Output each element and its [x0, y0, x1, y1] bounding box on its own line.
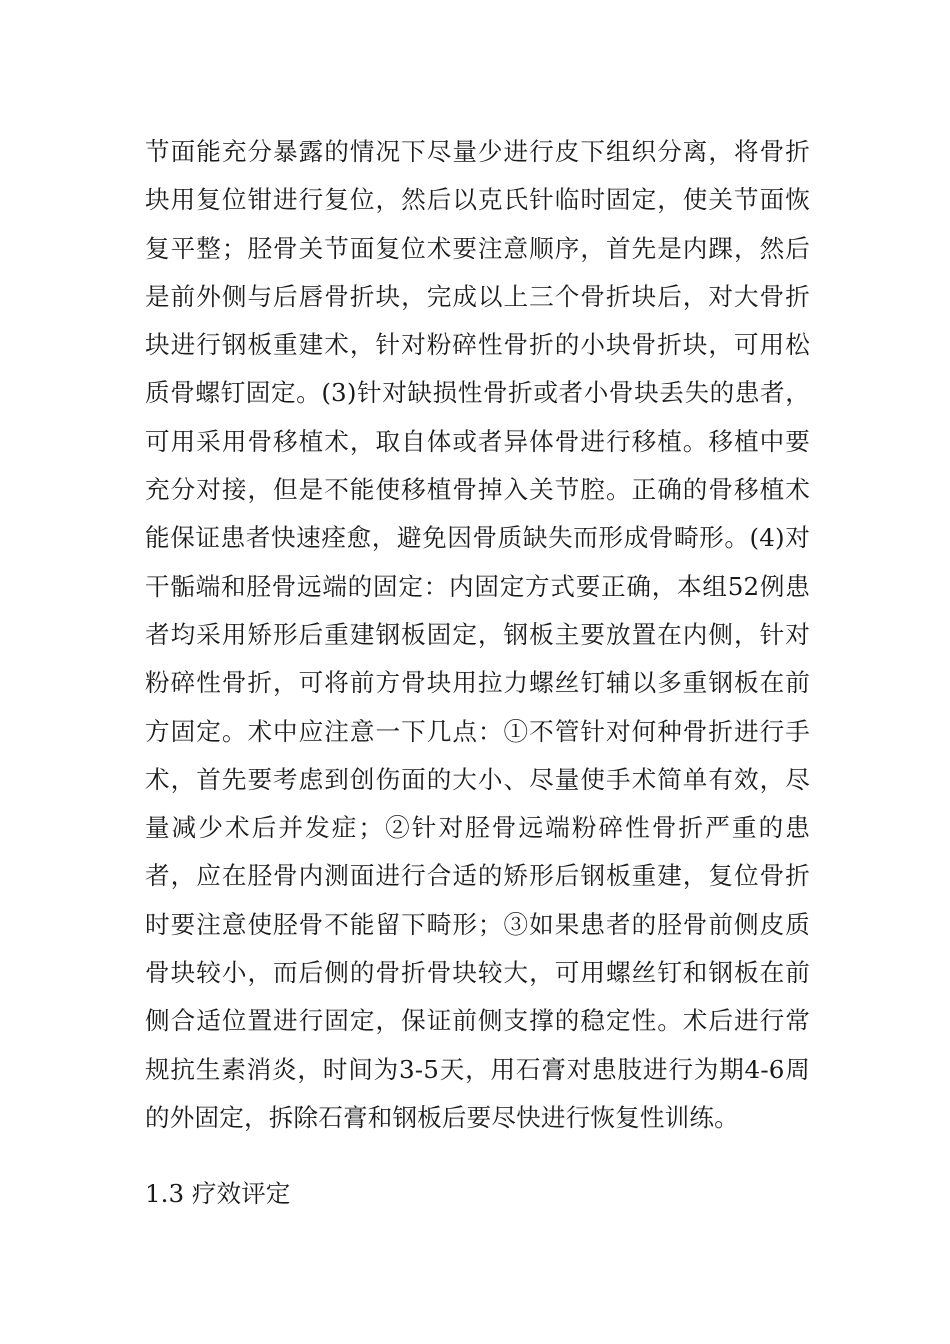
- section-heading: 1.3 疗效评定: [145, 1179, 291, 1208]
- body-paragraph: 节面能充分暴露的情况下尽量少进行皮下组织分离，将骨折块用复位钳进行复位，然后以克氏针临时固定，使关节面恢复平整；胫骨关节面复位术要注意顺序，首先是内踝，然后是前外侧与后唇骨折块，完成以上三个骨折块后，对大骨折块进行钢板重建术，针对粉碎性骨折的小块骨折块，可用松质骨螺钉固定。(3)针对缺损性骨折或者小骨块丢失的患者，可用采用骨移植术，取自体或者异体骨进行移植。移植中要充分对接，但是不能使移植骨掉入关节腔。正确的骨移植术能保证患者快速痊愈，避免因骨质缺失而形成骨畸形。(4)对干骺端和胫骨远端的固定：内固定方式要正确，本组52例患者均采用矫形后重建钢板固定，钢板主要放置在内侧，针对粉碎性骨折，可将前方骨块用拉力螺丝钉辅以多重钢板在前方固定。术中应注意一下几点：①不管针对何种骨折进行手术，首先要考虑到创伤面的大小、尽量使手术简单有效，尽量减少术后并发症；②针对胫骨远端粉碎性骨折严重的患者，应在胫骨内测面进行合适的矫形后钢板重建，复位骨折时要注意使胫骨不能留下畸形；③如果患者的胫骨前侧皮质骨块较小，而后侧的骨折骨块较大，可用螺丝钉和钢板在前侧合适位置进行固定，保证前侧支撑的稳定性。术后进行常规抗生素消炎，时间为3-5天，用石膏对患肢进行为期4-6周的外固定，拆除石膏和钢板后要尽快进行恢复性训练。: [145, 137, 810, 1132]
